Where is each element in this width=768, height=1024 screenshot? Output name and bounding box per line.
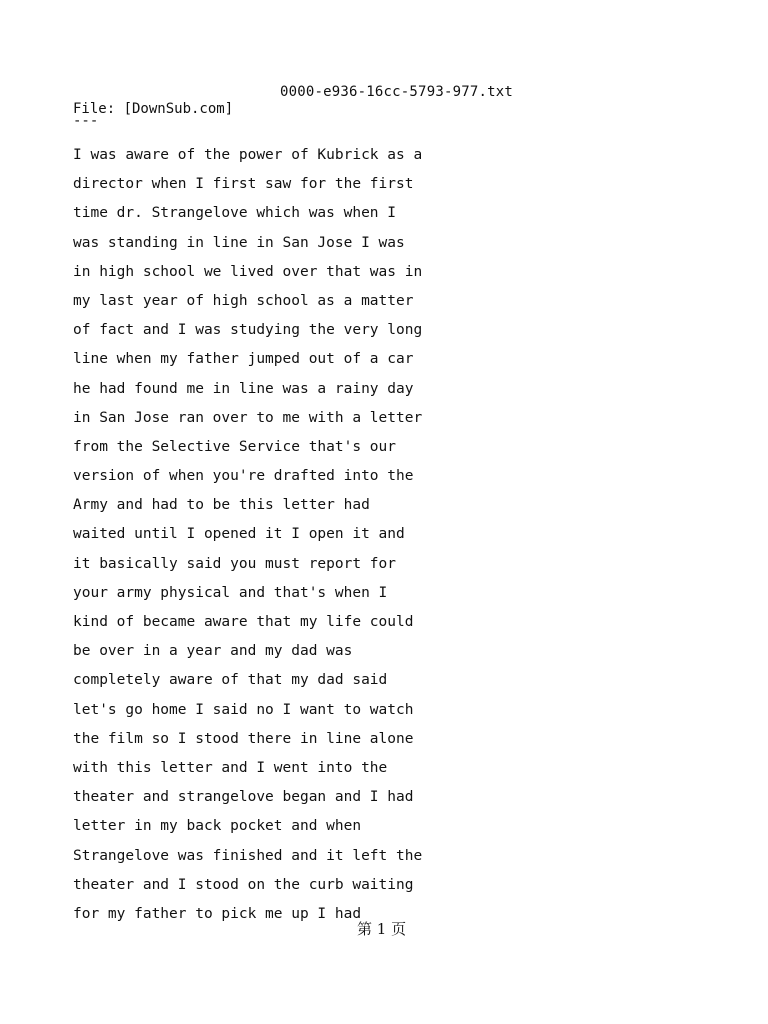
transcript-line: theater and strangelove began and I had — [73, 789, 414, 806]
transcript-line: for my father to pick me up I had — [73, 905, 362, 922]
file-source-line: File: [DownSub.com] — [73, 101, 234, 117]
transcript-line: director when I first saw for the first — [73, 176, 414, 193]
transcript-line: it basically said you must report for — [73, 555, 397, 572]
transcript-line: was standing in line in San Jose I was — [73, 234, 405, 251]
transcript-line: the film so I stood there in line alone — [73, 730, 414, 747]
separator-line: --- — [73, 113, 99, 129]
transcript-line: completely aware of that my dad said — [73, 672, 388, 689]
transcript-body — [73, 143, 422, 931]
transcript-line: of fact and I was studying the very long — [73, 322, 423, 339]
transcript-line: letter in my back pocket and when — [73, 818, 362, 835]
page-number-footer: 第 1 页 — [357, 920, 407, 938]
transcript-line: from the Selective Service that's our — [73, 438, 397, 455]
transcript-line: in San Jose ran over to me with a letter — [73, 409, 423, 426]
transcript-line: in high school we lived over that was in — [73, 263, 423, 280]
transcript-line: line when my father jumped out of a car — [73, 351, 414, 368]
transcript-line: with this letter and I went into the — [73, 759, 388, 776]
transcript-line: theater and I stood on the curb waiting — [73, 876, 414, 893]
transcript-line: waited until I opened it I open it and — [73, 526, 405, 543]
transcript-line: my last year of high school as a matter — [73, 292, 414, 309]
transcript-line: Army and had to be this letter had — [73, 497, 370, 514]
transcript-line: I was aware of the power of Kubrick as a — [73, 147, 423, 163]
transcript-line: be over in a year and my dad was — [73, 643, 353, 660]
transcript-line: your army physical and that's when I — [73, 584, 388, 601]
transcript-line: Strangelove was finished and it left the — [73, 847, 423, 864]
transcript-line: he had found me in line was a rainy day — [73, 380, 414, 397]
transcript-line: version of when you're drafted into the — [73, 468, 414, 485]
transcript-line: time dr. Strangelove which was when I — [73, 205, 397, 222]
transcript-line: let's go home I said no I want to watch — [73, 701, 414, 718]
document-filename-header: 0000-e936-16cc-5793-977.txt — [280, 84, 513, 100]
transcript-line: kind of became aware that my life could — [73, 614, 414, 630]
